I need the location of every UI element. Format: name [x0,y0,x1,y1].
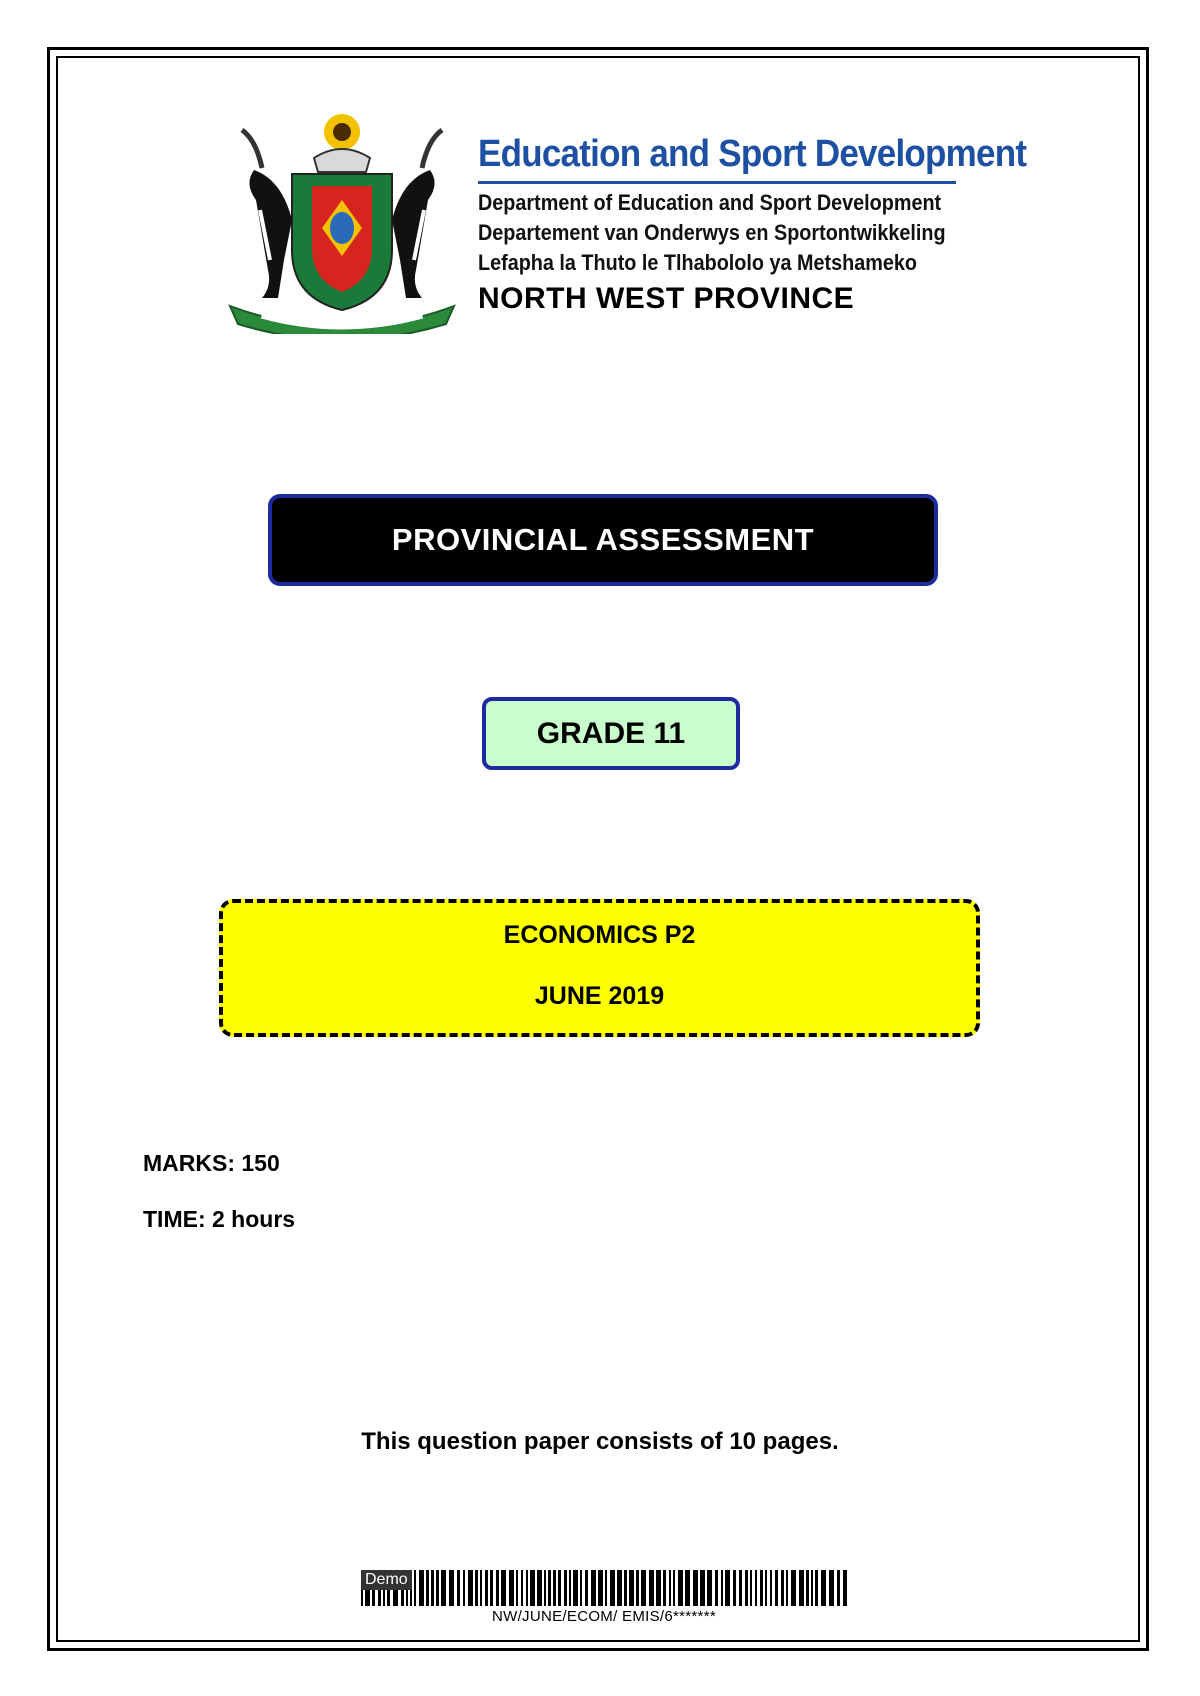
department-header [478,132,1027,316]
department-name-setswana: Lefapha la Thuto le Tlhabololo ya Metshameko [478,250,917,275]
grade-label: GRADE 11 [536,716,686,750]
marks-value: 150 [241,1150,280,1176]
barcode-code: NW/JUNE/ECOM/ EMIS/6******* [492,1608,716,1625]
subject-box [219,899,980,1037]
barcode-bars [361,1570,847,1606]
province-name: NORTH WEST PROVINCE [478,282,855,315]
coat-of-arms-logo [222,110,462,334]
time-row [143,1206,295,1233]
marks-row [143,1150,280,1177]
page-count-note: This question paper consists of 10 pages. [361,1428,839,1455]
department-title: Education and Sport Development [478,133,1027,175]
time-label: TIME: [143,1206,206,1232]
marks-label: MARKS: [143,1150,235,1176]
exam-session: JUNE 2019 [534,982,665,1010]
barcode-demo-tag: Demo [361,1570,412,1590]
assessment-banner [268,494,938,586]
sunflower-icon [324,114,360,150]
antelope-left-icon [242,130,292,298]
assessment-label: PROVINCIAL ASSESSMENT [391,522,815,557]
department-name-english: Department of Education and Sport Development [478,190,942,215]
title-underline [478,181,956,184]
grade-badge [482,697,740,770]
barcode [361,1570,847,1642]
subject-name: ECONOMICS P2 [503,921,696,949]
time-value: 2 hours [212,1206,296,1232]
department-name-afrikaans: Departement van Onderwys en Sportontwikkeling [478,220,946,245]
antelope-right-icon [392,130,442,298]
